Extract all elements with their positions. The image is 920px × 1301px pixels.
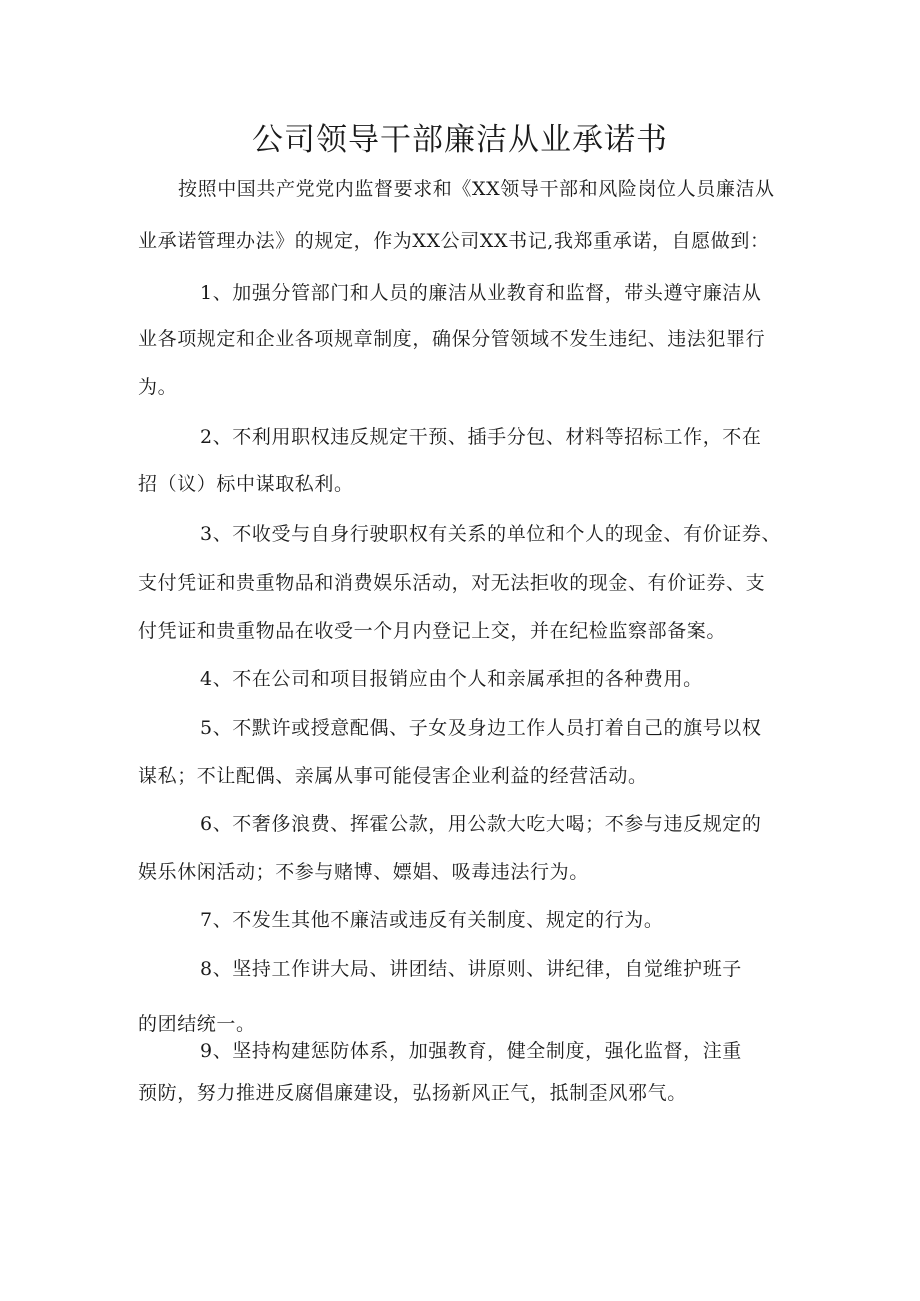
paragraph-line: 8、坚持工作讲大局、讲团结、讲原则、讲纪律，自觉维护班子	[200, 958, 742, 980]
paragraph-line: 3、不收受与自身行驶职权有关系的单位和个人的现金、有价证券、	[200, 523, 782, 545]
paragraph-line: 业各项规定和企业各项规章制度，确保分管领域不发生违纪、违法犯罪行	[138, 328, 766, 350]
paragraph-line: 按照中国共产党党内监督要求和《XX领导干部和风险岗位人员廉洁从	[178, 178, 775, 200]
paragraph-line: 谋私；不让配偶、亲属从事可能侵害企业利益的经营活动。	[138, 765, 648, 787]
paragraph-line: 的团结统一。	[138, 1013, 256, 1035]
paragraph-line: 1、加强分管部门和人员的廉洁从业教育和监督，带头遵守廉洁从	[200, 282, 762, 304]
document-title: 公司领导干部廉洁从业承诺书	[252, 122, 668, 158]
paragraph-line: 4、不在公司和项目报销应由个人和亲属承担的各种费用。	[200, 668, 703, 690]
paragraph-line: 预防，努力推进反腐倡廉建设，弘扬新风正气，抵制歪风邪气。	[138, 1082, 687, 1104]
paragraph-line: 招（议）标中谋取私利。	[138, 473, 354, 495]
paragraph-line: 6、不奢侈浪费、挥霍公款，用公款大吃大喝；不参与违反规定的	[200, 813, 762, 835]
paragraph-line: 支付凭证和贵重物品和消费娱乐活动，对无法拒收的现金、有价证券、支	[138, 572, 766, 594]
paragraph-line: 2、不利用职权违反规定干预、插手分包、材料等招标工作，不在	[200, 426, 762, 448]
paragraph-line: 为。	[138, 376, 178, 398]
paragraph-line: 5、不默许或授意配偶、子女及身边工作人员打着自己的旗号以权	[200, 717, 762, 739]
paragraph-line: 付凭证和贵重物品在收受一个月内登记上交，并在纪检监察部备案。	[138, 620, 727, 642]
paragraph-line: 9、坚持构建惩防体系，加强教育，健全制度，强化监督，注重	[200, 1040, 742, 1062]
paragraph-line: 娱乐休闲活动；不参与赌博、嫖娼、吸毒违法行为。	[138, 861, 589, 883]
paragraph-line: 业承诺管理办法》的规定，作为XX公司XX书记,我郑重承诺，自愿做到：	[138, 230, 770, 252]
paragraph-line: 7、不发生其他不廉洁或违反有关制度、规定的行为。	[200, 909, 664, 931]
